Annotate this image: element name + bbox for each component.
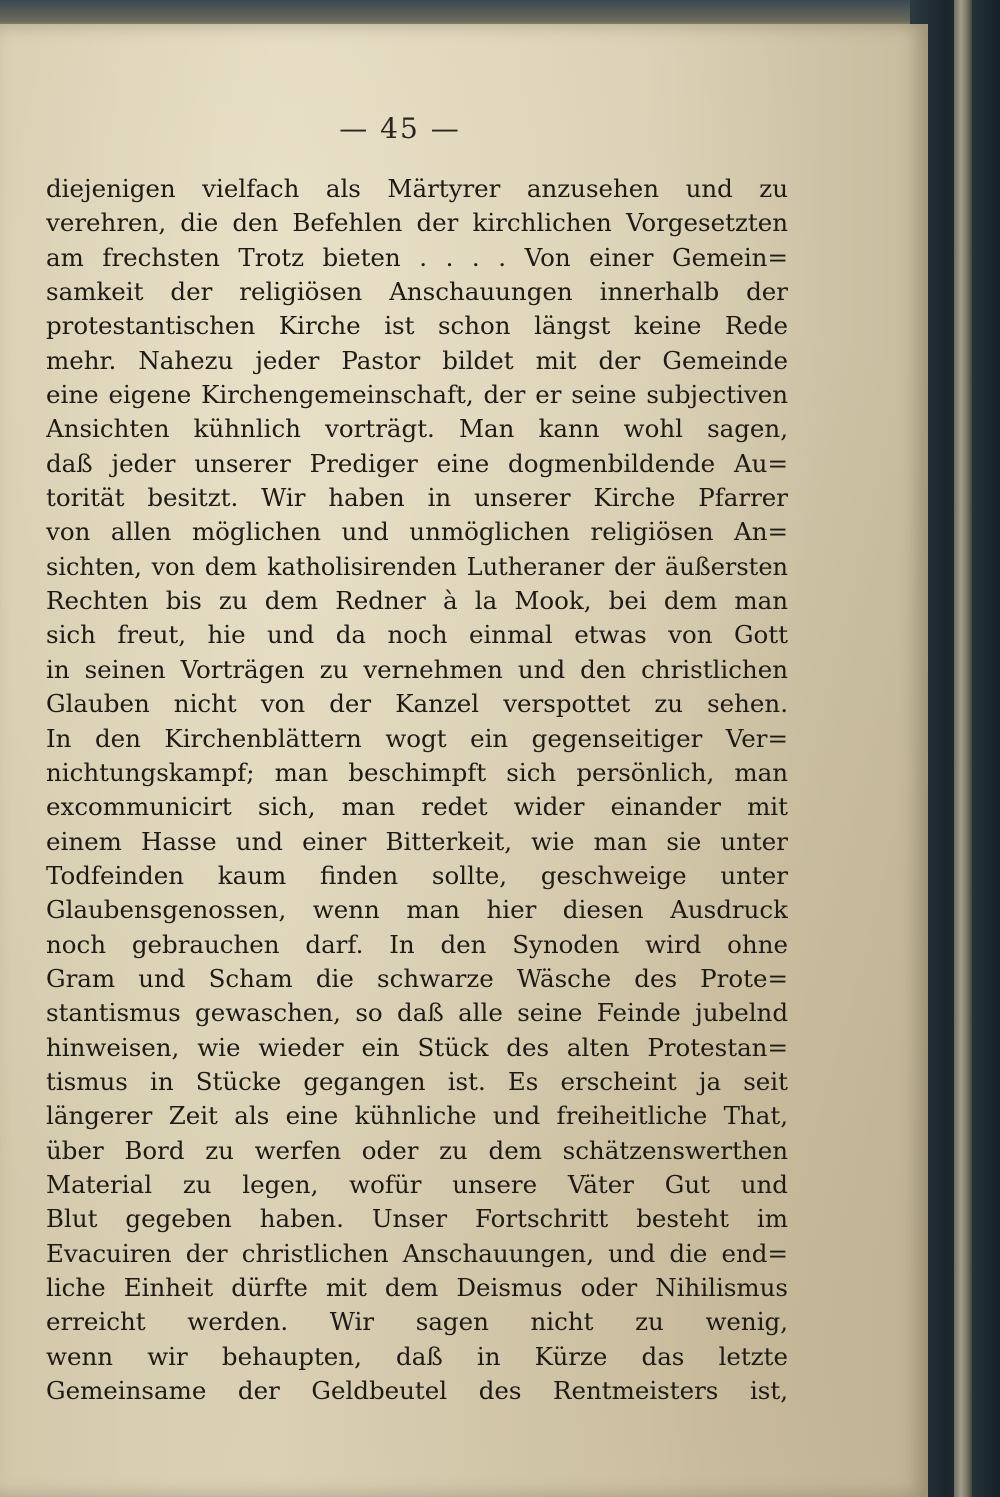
text-line: daß jeder unserer Prediger eine dogmenbildende Au= xyxy=(46,448,788,478)
text-line: Todfeinden kaum finden sollte, geschweige unter xyxy=(46,860,788,890)
text-line: Glauben nicht von der Kanzel verspottet zu sehen. xyxy=(46,689,788,719)
text-line: noch gebrauchen darf. In den Synoden wird ohne xyxy=(46,929,788,959)
text-line: erreicht werden. Wir sagen nicht zu wenig, xyxy=(46,1307,788,1337)
text-line: Ansichten kühnlich vorträgt. Man kann wohl sagen, xyxy=(46,414,788,444)
book-page xyxy=(0,24,928,1497)
text-line: längerer Zeit als eine kühnliche und freiheitliche That, xyxy=(46,1101,788,1131)
text-line: über Bord zu werfen oder zu dem schätzenswerthen xyxy=(46,1135,788,1165)
page-number: — 45 — xyxy=(339,112,461,145)
text-line: stantismus gewaschen, so daß alle seine Feinde jubelnd xyxy=(46,998,788,1028)
text-line: samkeit der religiösen Anschauungen innerhalb der xyxy=(46,277,788,307)
book-spine-edge xyxy=(954,0,972,1497)
text-line: Material zu legen, wofür unsere Väter Gut und xyxy=(46,1169,788,1199)
text-line: Gemeinsame der Geldbeutel des Rentmeisters ist, xyxy=(46,1376,788,1406)
text-line: Rechten bis zu dem Redner à la Mook, bei dem man xyxy=(46,586,788,616)
text-line: in seinen Vorträgen zu vernehmen und den christlichen xyxy=(46,654,788,684)
text-line: protestantischen Kirche ist schon längst keine Rede xyxy=(46,311,788,341)
text-line: mehr. Nahezu jeder Pastor bildet mit der Gemeinde xyxy=(46,345,788,375)
text-line: eine eigene Kirchengemeinschaft, der er seine subjectiven xyxy=(46,380,788,410)
text-line: hinweisen, wie wieder ein Stück des alten Protestan= xyxy=(46,1032,788,1062)
text-line: wenn wir behaupten, daß in Kürze das letzte xyxy=(46,1341,788,1371)
text-line: excommunicirt sich, man redet wider einander mit xyxy=(46,792,788,822)
text-line: Gram und Scham die schwarze Wäsche des Prote= xyxy=(46,963,788,993)
text-line: liche Einheit dürfte mit dem Deismus oder Nihilismus xyxy=(46,1273,788,1302)
page-text xyxy=(46,172,788,1408)
text-line: tismus in Stücke gegangen ist. Es erscheint ja seit xyxy=(46,1066,788,1096)
text-line: sich freut, hie und da noch einmal etwas von Gott xyxy=(46,620,788,650)
text-line: verehren, die den Befehlen der kirchlichen Vorgesetzten xyxy=(46,208,788,238)
text-line: torität besitzt. Wir haben in unserer Kirche Pfarrer xyxy=(46,483,788,513)
text-line: Glaubensgenossen, wenn man hier diesen Ausdruck xyxy=(46,895,788,925)
text-line: Blut gegeben haben. Unser Fortschritt besteht im xyxy=(46,1204,788,1234)
text-line: Evacuiren der christlichen Anschauungen, und die end= xyxy=(46,1238,788,1268)
text-line: von allen möglichen und unmöglichen religiösen An= xyxy=(46,517,788,547)
text-line: einem Hasse und einer Bitterkeit, wie man sie unter xyxy=(46,826,788,856)
text-line: In den Kirchenblättern wogt ein gegenseitiger Ver= xyxy=(46,723,788,753)
text-line: am frechsten Trotz bieten . . . . Von einer Gemein= xyxy=(46,242,788,272)
text-line: diejenigen vielfach als Märtyrer anzusehen und zu xyxy=(46,174,788,203)
text-line: sichten, von dem katholisirenden Lutheraner der äußersten xyxy=(46,552,788,581)
text-line: nichtungskampf; man beschimpft sich persönlich, man xyxy=(46,757,788,787)
